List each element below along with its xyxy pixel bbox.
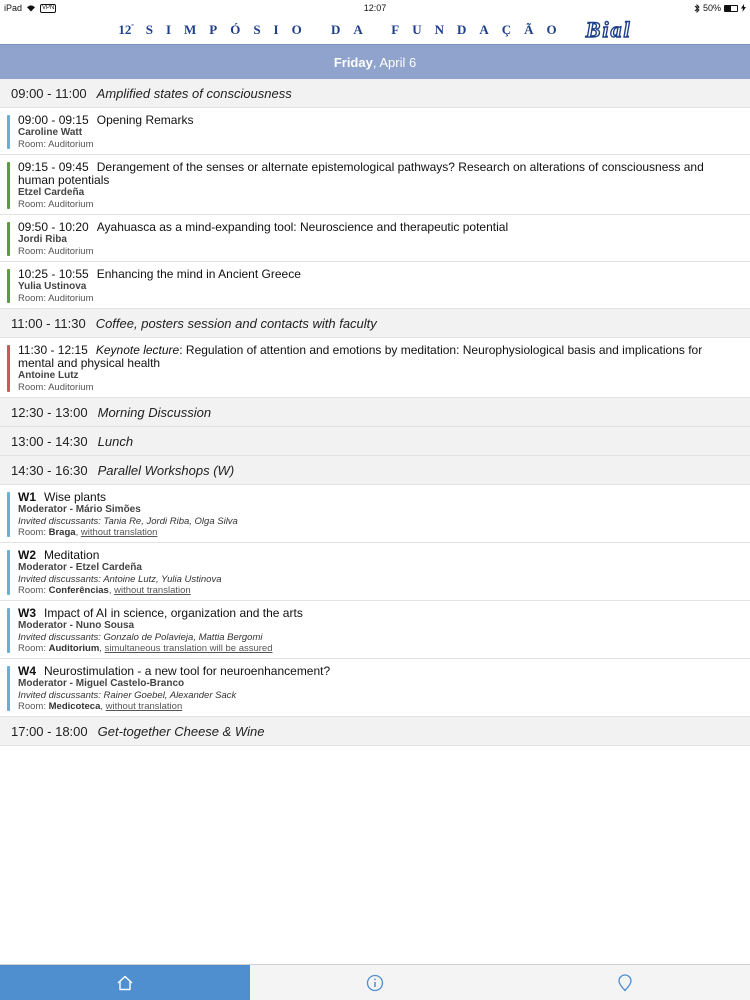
talk-time: 10:25 - 10:55 xyxy=(18,267,89,281)
tab-home[interactable] xyxy=(0,965,250,1000)
workshop-item[interactable] xyxy=(0,543,750,601)
track-color-bar xyxy=(7,492,10,537)
room-name: Medicoteca xyxy=(48,701,101,712)
block-label: Parallel Workshops (W) xyxy=(97,462,235,478)
track-color-bar xyxy=(7,269,10,303)
session-block xyxy=(0,456,750,485)
talk-time: 09:00 - 09:15 xyxy=(18,113,89,127)
workshop-moderator: Moderator - Mário Simões xyxy=(18,504,141,515)
talk-speaker: Jordi Riba xyxy=(18,234,67,245)
block-time: 12:30 - 13:00 xyxy=(11,404,88,420)
block-time: 13:00 - 14:30 xyxy=(11,433,88,449)
workshop-code: W4 xyxy=(18,664,36,678)
track-color-bar xyxy=(7,666,10,711)
talk-keyword: Keynote lecture xyxy=(95,343,180,357)
battery-percent: 50% xyxy=(702,3,721,13)
title-text: SIMPÓSIO DA FUNDAÇÃO xyxy=(145,22,570,37)
clock: 12:07 xyxy=(363,3,387,13)
room-separator: , xyxy=(100,701,106,712)
status-bar xyxy=(0,0,750,16)
block-label: Coffee, posters session and contacts with faculty xyxy=(95,315,377,331)
talk-speaker: Etzel Cardeña xyxy=(18,187,85,198)
bluetooth-icon xyxy=(694,4,700,13)
room-separator: , xyxy=(108,585,115,596)
track-color-bar xyxy=(7,162,10,209)
talk-time: 09:15 - 09:45 xyxy=(18,160,89,174)
block-time: 11:00 - 11:30 xyxy=(11,315,86,331)
translation-link[interactable]: simultaneous translation will be assured xyxy=(104,643,273,654)
track-color-bar xyxy=(7,608,10,653)
translation-link[interactable]: without translation xyxy=(80,527,158,538)
talk-item[interactable] xyxy=(0,262,750,309)
room-separator: , xyxy=(75,527,81,538)
track-color-bar xyxy=(7,115,10,149)
room-name: Auditorium xyxy=(48,643,100,654)
room-prefix: Room: xyxy=(18,527,49,538)
block-label: Get-together Cheese & Wine xyxy=(97,723,265,739)
workshop-code: W1 xyxy=(18,490,36,504)
talk-title: Enhancing the mind in Ancient Greece xyxy=(96,267,301,281)
workshop-moderator: Moderator - Etzel Cardeña xyxy=(18,562,142,573)
block-time: 14:30 - 16:30 xyxy=(11,462,88,478)
room-separator: , xyxy=(99,643,105,654)
talk-time: 11:30 - 12:15 xyxy=(18,343,88,357)
tab-info[interactable] xyxy=(250,965,500,1000)
day-header xyxy=(0,44,750,79)
workshop-title: Wise plants xyxy=(44,490,107,504)
day-weekday: Friday xyxy=(333,54,373,70)
room-prefix: Room: xyxy=(18,701,49,712)
talk-room: Room: Auditorium xyxy=(18,293,94,304)
workshop-item[interactable] xyxy=(0,485,750,543)
room-prefix: Room: xyxy=(18,643,49,654)
block-time: 09:00 - 11:00 xyxy=(11,85,87,101)
translation-link[interactable]: without translation xyxy=(114,585,191,596)
talk-item[interactable] xyxy=(0,155,750,215)
workshop-title: Meditation xyxy=(44,548,100,562)
brand-header xyxy=(0,16,750,44)
workshop-discussants: Invited discussants: Rainer Goebel, Alexander Sack xyxy=(18,690,237,701)
workshop-discussants: Invited discussants: Antoine Lutz, Yulia Ustinova xyxy=(18,574,222,585)
talk-title: Derangement of the senses or alternate epistemological pathways? Research on alterations of consciousness and human potentials xyxy=(18,160,704,187)
charging-icon xyxy=(741,4,746,12)
track-color-bar xyxy=(7,345,10,392)
schedule-list xyxy=(0,79,750,746)
workshop-code: W3 xyxy=(18,606,36,620)
talk-room: Room: Auditorium xyxy=(18,246,94,257)
bial-logo: Bial xyxy=(585,17,632,42)
room-name: Conferências xyxy=(48,585,109,596)
talk-title: : Regulation of attention and emotions by meditation: Neurophysiological basis and implications for mental and physical health xyxy=(18,343,703,370)
talk-speaker: Antoine Lutz xyxy=(18,370,79,381)
device-name: iPad xyxy=(4,3,23,13)
talk-item[interactable] xyxy=(0,108,750,155)
room-prefix: Room: xyxy=(18,585,49,596)
session-block xyxy=(0,427,750,456)
vpn-badge: VPN xyxy=(42,4,55,11)
talk-speaker: Caroline Watt xyxy=(18,127,83,138)
talk-room: Room: Auditorium xyxy=(18,139,94,150)
info-icon xyxy=(366,974,384,992)
day-date: , April 6 xyxy=(372,54,417,70)
edition-ordinal: º xyxy=(131,22,134,31)
track-color-bar xyxy=(7,222,10,256)
symposium-title xyxy=(118,22,569,38)
workshop-item[interactable] xyxy=(0,659,750,717)
home-icon xyxy=(116,975,134,991)
talk-room: Room: Auditorium xyxy=(18,382,94,393)
block-label: Lunch xyxy=(97,433,134,449)
tab-map[interactable] xyxy=(500,965,750,1000)
track-color-bar xyxy=(7,550,10,595)
edition-number: 12 xyxy=(118,22,132,37)
talk-title: Ayahuasca as a mind-expanding tool: Neuroscience and therapeutic potential xyxy=(96,220,509,234)
workshop-title: Neurostimulation - a new tool for neuroenhancement? xyxy=(44,664,331,678)
talk-item[interactable] xyxy=(0,215,750,262)
workshop-discussants: Invited discussants: Tania Re, Jordi Riba, Olga Silva xyxy=(18,516,238,527)
workshop-title: Impact of AI in science, organization and the arts xyxy=(44,606,303,620)
session-block xyxy=(0,309,750,338)
session-block xyxy=(0,79,750,108)
block-label: Amplified states of consciousness xyxy=(96,85,292,101)
session-block xyxy=(0,398,750,427)
workshop-moderator: Moderator - Miguel Castelo-Branco xyxy=(18,678,185,689)
tab-bar xyxy=(0,964,750,1000)
room-name: Braga xyxy=(48,527,76,538)
workshop-discussants: Invited discussants: Gonzalo de Polavieja, Mattia Bergomi xyxy=(18,632,263,643)
block-label: Morning Discussion xyxy=(97,404,212,420)
battery-icon xyxy=(724,5,738,12)
map-pin-icon xyxy=(617,974,633,992)
workshop-moderator: Moderator - Nuno Sousa xyxy=(18,620,135,631)
workshop-code: W2 xyxy=(18,548,36,562)
keynote-item[interactable] xyxy=(0,338,750,398)
talk-room: Room: Auditorium xyxy=(18,199,94,210)
translation-link[interactable]: without translation xyxy=(105,701,183,712)
session-block xyxy=(0,717,750,746)
talk-title: Opening Remarks xyxy=(96,113,194,127)
talk-time: 09:50 - 10:20 xyxy=(18,220,89,234)
talk-speaker: Yulia Ustinova xyxy=(18,281,87,292)
block-time: 17:00 - 18:00 xyxy=(11,723,88,739)
workshop-item[interactable] xyxy=(0,601,750,659)
